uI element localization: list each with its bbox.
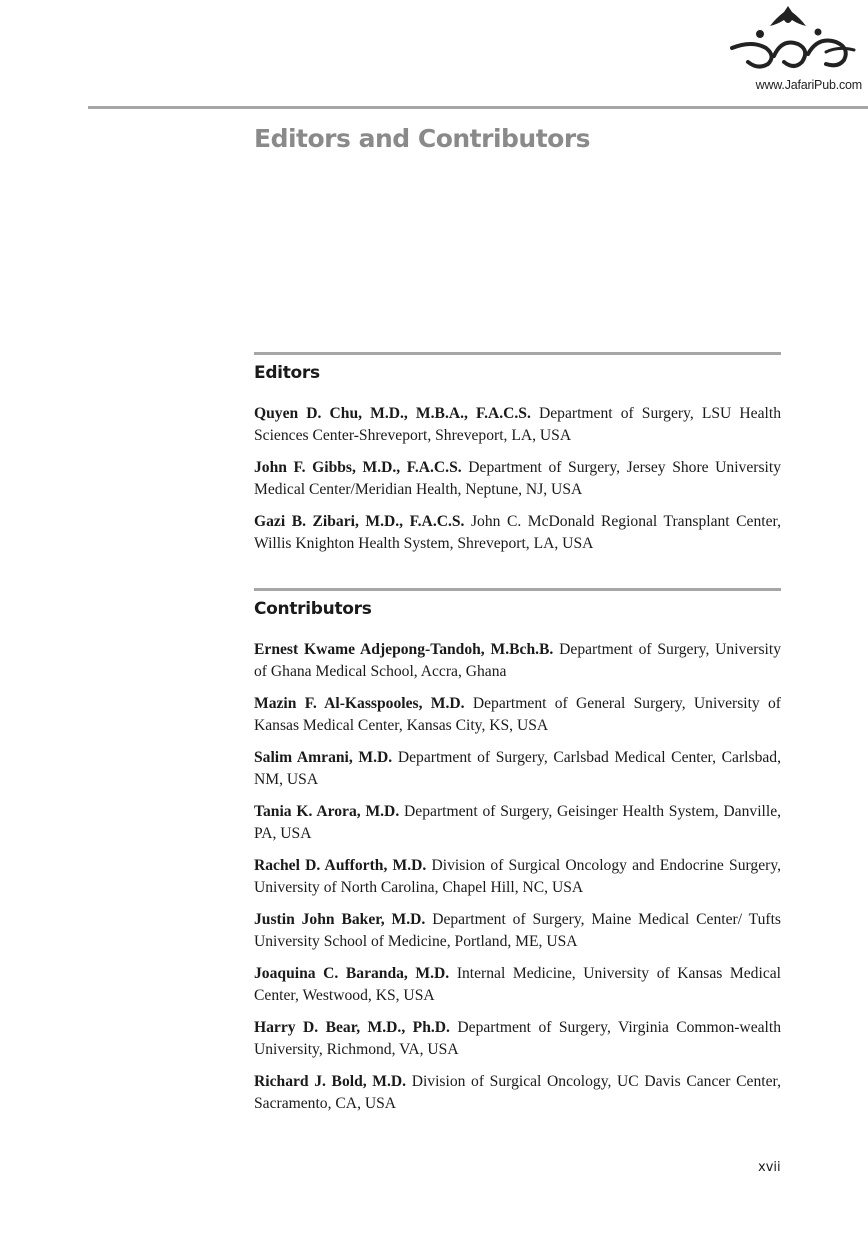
person-affiliation: Department of Surgery, Jersey Shore University Medical Center/Meridian Health, Neptune, NJ, USA	[254, 459, 782, 498]
page-title: Editors and Contributors	[254, 124, 591, 153]
list-item	[254, 747, 781, 791]
person-name: Richard J. Bold, M.D.	[254, 1073, 407, 1090]
editors-list	[254, 403, 781, 555]
section-heading: Contributors	[254, 599, 372, 619]
person-name: Rachel D. Aufforth, M.D.	[254, 857, 427, 874]
person-affiliation: Department of Surgery, Virginia Common-wealth University, Richmond, VA, USA	[254, 1019, 782, 1058]
person-name: Justin John Baker, M.D.	[254, 911, 426, 928]
contributors-section	[254, 588, 781, 1125]
person-affiliation: Department of Surgery, University of Ghana Medical School, Accra, Ghana	[254, 641, 781, 680]
list-item	[254, 1071, 781, 1115]
person-affiliation: Department of General Surgery, University of Kansas Medical Center, Kansas City, KS, USA	[254, 695, 782, 734]
person-name: Quyen D. Chu, M.D., M.B.A., F.A.C.S.	[254, 405, 531, 422]
person-affiliation: John C. McDonald Regional Transplant Center, Willis Knighton Health System, Shreveport, LA, USA	[254, 513, 781, 552]
publisher-logo	[722, 4, 862, 96]
list-item	[254, 1017, 781, 1061]
person-name: Harry D. Bear, M.D., Ph.D.	[254, 1019, 450, 1036]
section-heading: Editors	[254, 363, 320, 383]
person-affiliation: Internal Medicine, University of Kansas Medical Center, Westwood, KS, USA	[254, 965, 781, 1004]
person-name: Gazi B. Zibari, M.D., F.A.C.S.	[254, 513, 465, 530]
person-affiliation: Division of Surgical Oncology and Endocrine Surgery, University of North Carolina, Chapel Hill, NC, USA	[254, 857, 782, 896]
list-item	[254, 639, 781, 683]
jafaripub-logo-icon	[722, 4, 862, 76]
section-rule	[254, 588, 781, 591]
section-rule	[254, 352, 781, 355]
person-affiliation: Department of Surgery, Maine Medical Center/ Tufts University School of Medicine, Portland, ME, USA	[254, 911, 781, 950]
person-name: Joaquina C. Baranda, M.D.	[254, 965, 450, 982]
person-affiliation: Division of Surgical Oncology, UC Davis Cancer Center, Sacramento, CA, USA	[254, 1073, 781, 1112]
person-name: John F. Gibbs, M.D., F.A.C.S.	[254, 459, 462, 476]
person-affiliation: Department of Surgery, Carlsbad Medical Center, Carlsbad, NM, USA	[254, 749, 781, 788]
person-affiliation: Department of Surgery, Geisinger Health System, Danville, PA, USA	[254, 803, 782, 842]
page-number: xvii	[758, 1160, 781, 1175]
person-affiliation: Department of Surgery, LSU Health Sciences Center-Shreveport, Shreveport, LA, USA	[254, 405, 781, 444]
publisher-url: www.JafariPub.com	[755, 78, 862, 92]
list-item	[254, 963, 781, 1007]
person-name: Salim Amrani, M.D.	[254, 749, 393, 766]
list-item	[254, 457, 781, 501]
person-name: Ernest Kwame Adjepong-Tandoh, M.Bch.B.	[254, 641, 554, 658]
list-item	[254, 855, 781, 899]
person-name: Mazin F. Al-Kasspooles, M.D.	[254, 695, 465, 712]
list-item	[254, 693, 781, 737]
list-item	[254, 909, 781, 953]
person-name: Tania K. Arora, M.D.	[254, 803, 400, 820]
list-item	[254, 511, 781, 555]
editors-section	[254, 352, 781, 565]
header-rule	[88, 106, 868, 109]
list-item	[254, 403, 781, 447]
list-item	[254, 801, 781, 845]
contributors-list	[254, 639, 781, 1115]
